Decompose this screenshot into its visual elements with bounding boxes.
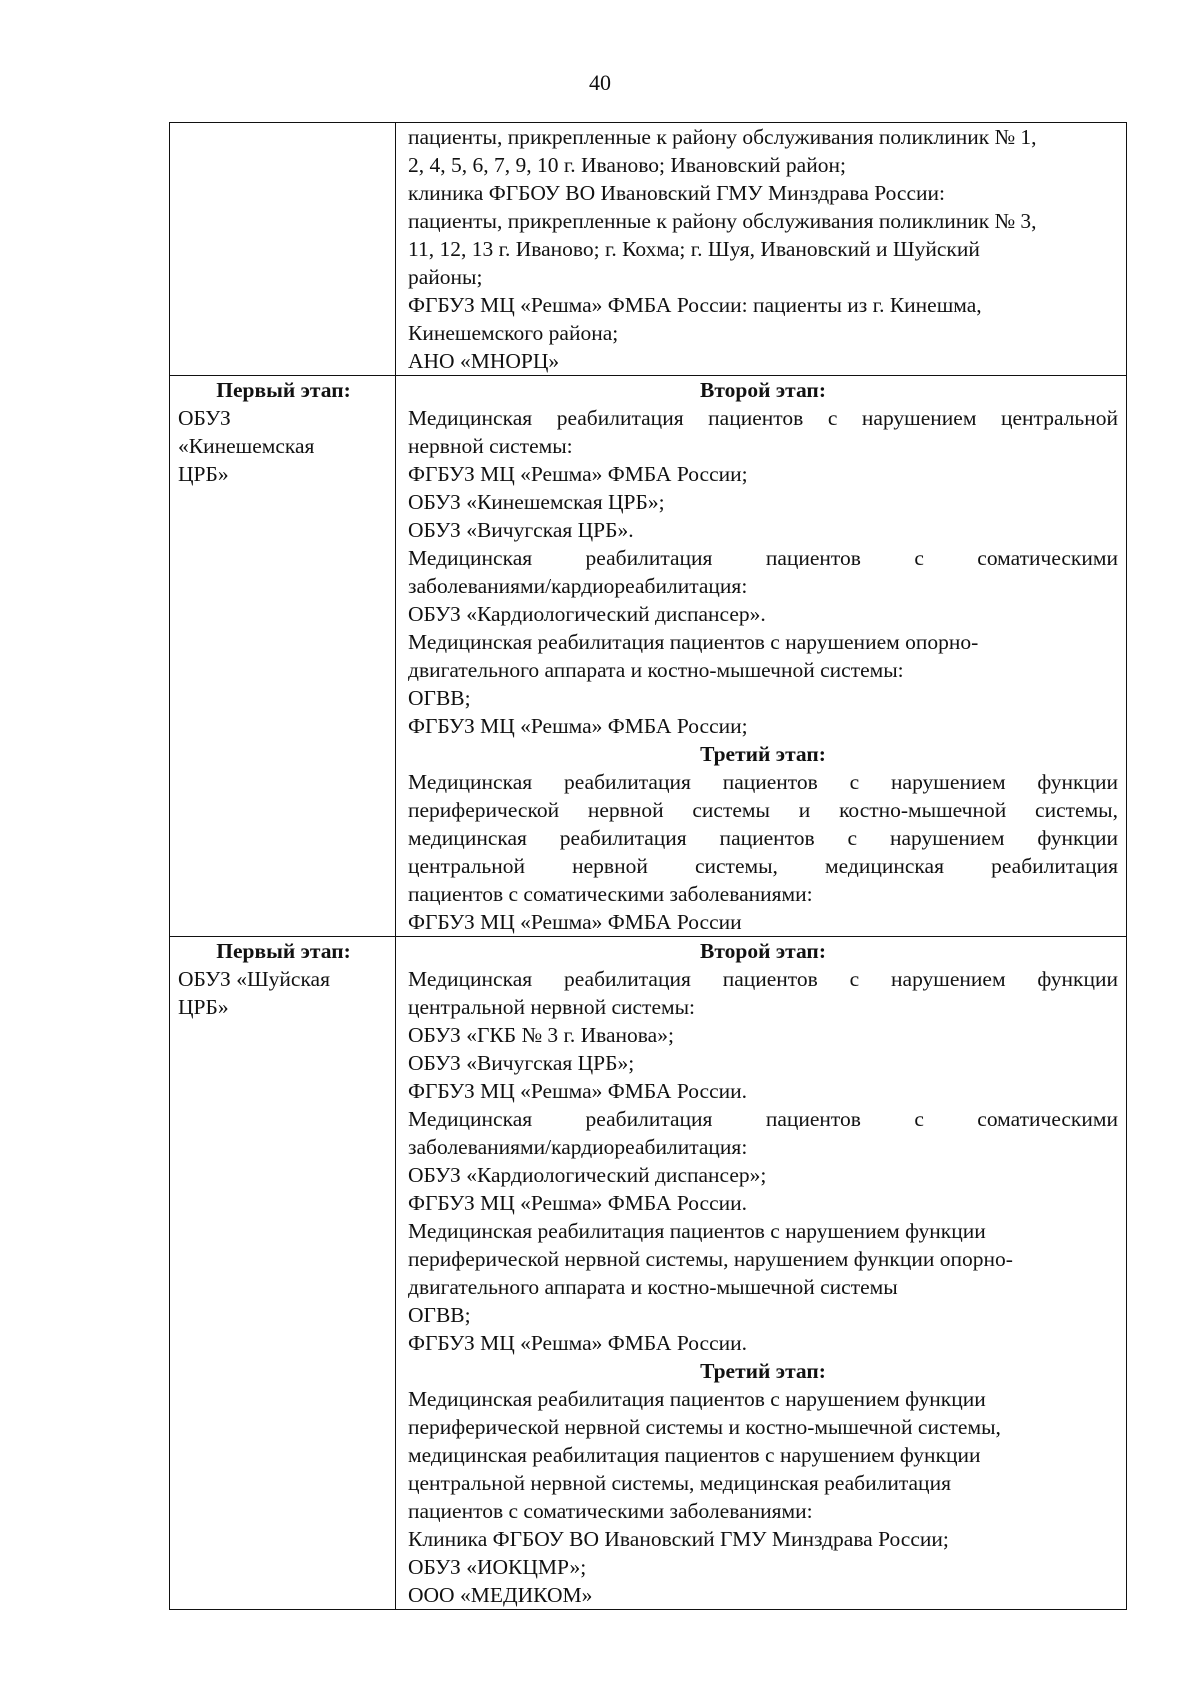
text-line: центральной нервной системы, медицинская реабилитация	[408, 1471, 951, 1495]
text-line: Медицинская реабилитация пациентов с соматическими	[408, 1107, 1118, 1131]
table-cell-right	[396, 123, 1127, 376]
first-stage-title: Первый этап:	[216, 378, 351, 402]
table-cell-right	[396, 937, 1127, 1610]
text-line: медицинская реабилитация пациентов с нарушением функции	[408, 1443, 981, 1467]
text-line: ОБУЗ «Кардиологический диспансер»;	[408, 1163, 767, 1187]
institution-name-line: ОБУЗ «Шуйская	[178, 967, 330, 991]
text-line: периферической нервной системы, нарушением функции опорно-	[408, 1247, 1013, 1271]
text-line: Медицинская реабилитация пациентов с нарушением центральной	[408, 406, 1118, 430]
text-line: ФГБУЗ МЦ «Решма» ФМБА России;	[408, 714, 748, 738]
text-line: ОБУЗ «Вичугская ЦРБ».	[408, 518, 634, 542]
table-cell-left	[170, 376, 396, 937]
text-line: центральной нервной системы, медицинская реабилитация	[408, 854, 1118, 878]
text-line: ФГБУЗ МЦ «Решма» ФМБА России.	[408, 1331, 748, 1355]
text-line: нервной системы:	[408, 434, 573, 458]
text-line: Медицинская реабилитация пациентов с соматическими	[408, 546, 1118, 570]
text-line: ФГБУЗ МЦ «Решма» ФМБА России;	[408, 462, 748, 486]
text-line: пациентов с соматическими заболеваниями:	[408, 1499, 813, 1523]
text-line: пациентов с соматическими заболеваниями:	[408, 882, 813, 906]
text-line: заболеваниями/кардиореабилитация:	[408, 1135, 748, 1159]
text-line: ФГБУЗ МЦ «Решма» ФМБА России.	[408, 1079, 748, 1103]
page-number: 40	[589, 70, 611, 95]
institution-name-line: ОБУЗ	[178, 406, 231, 430]
table-cell-right	[396, 376, 1127, 937]
table-row	[170, 376, 1127, 937]
text-line: двигательного аппарата и костно-мышечной системы:	[408, 658, 904, 682]
text-line: ФГБУЗ МЦ «Решма» ФМБА России: пациенты из г. Кинешма,	[408, 293, 982, 317]
institution-name-line: ЦРБ»	[178, 995, 229, 1019]
text-line: ОБУЗ «ИОКЦМР»;	[408, 1555, 587, 1579]
table-row	[170, 937, 1127, 1610]
text-line: ОБУЗ «Кинешемская ЦРБ»;	[408, 490, 665, 514]
text-line: пациенты, прикрепленные к району обслуживания поликлиник № 3,	[408, 209, 1037, 233]
text-line: Медицинская реабилитация пациентов с нарушением опорно-	[408, 630, 979, 654]
text-line: ФГБУЗ МЦ «Решма» ФМБА России	[408, 910, 742, 934]
text-line: ФГБУЗ МЦ «Решма» ФМБА России.	[408, 1191, 748, 1215]
text-line: Медицинская реабилитация пациентов с нарушением функции	[408, 770, 1118, 794]
text-line: АНО «МНОРЦ»	[408, 349, 560, 373]
text-line: медицинская реабилитация пациентов с нарушением функции	[408, 826, 1118, 850]
text-line: Медицинская реабилитация пациентов с нарушением функции	[408, 967, 1118, 991]
text-line: центральной нервной системы:	[408, 995, 696, 1019]
rehabilitation-routing-table	[169, 122, 1127, 1610]
text-line: ОБУЗ «ГКБ № 3 г. Иванова»;	[408, 1023, 674, 1047]
table-cell-left	[170, 123, 396, 376]
text-line: заболеваниями/кардиореабилитация:	[408, 574, 748, 598]
text-line: ОГВВ;	[408, 1303, 471, 1327]
text-line: Медицинская реабилитация пациентов с нарушением функции	[408, 1219, 986, 1243]
second-stage-title: Второй этап:	[700, 939, 826, 963]
text-line: Кинешемского района;	[408, 321, 619, 345]
text-line: ОБУЗ «Кардиологический диспансер».	[408, 602, 766, 626]
second-stage-title: Второй этап:	[700, 378, 826, 402]
third-stage-title: Третий этап:	[700, 1359, 826, 1383]
text-line: районы;	[408, 265, 483, 289]
text-line: двигательного аппарата и костно-мышечной системы	[408, 1275, 898, 1299]
text-line: Медицинская реабилитация пациентов с нарушением функции	[408, 1387, 986, 1411]
text-line: ООО «МЕДИКОМ»	[408, 1583, 593, 1607]
text-line: периферической нервной системы и костно-мышечной системы,	[408, 798, 1118, 822]
first-stage-title: Первый этап:	[216, 939, 351, 963]
text-line: ОГВВ;	[408, 686, 471, 710]
text-line: ОБУЗ «Вичугская ЦРБ»;	[408, 1051, 635, 1075]
institution-name-line: «Кинешемская	[178, 434, 315, 458]
table-cell-left	[170, 937, 396, 1610]
text-line: 2, 4, 5, 6, 7, 9, 10 г. Иваново; Ивановский район;	[408, 153, 846, 177]
text-line: пациенты, прикрепленные к району обслуживания поликлиник № 1,	[408, 125, 1037, 149]
text-line: периферической нервной системы и костно-мышечной системы,	[408, 1415, 1001, 1439]
text-line: Клиника ФГБОУ ВО Ивановский ГМУ Минздрава России;	[408, 1527, 949, 1551]
third-stage-title: Третий этап:	[700, 742, 826, 766]
text-line: клиника ФГБОУ ВО Ивановский ГМУ Минздрава России:	[408, 181, 945, 205]
table-row	[170, 123, 1127, 376]
text-line: 11, 12, 13 г. Иваново; г. Кохма; г. Шуя, Ивановский и Шуйский	[408, 237, 980, 261]
institution-name-line: ЦРБ»	[178, 462, 229, 486]
